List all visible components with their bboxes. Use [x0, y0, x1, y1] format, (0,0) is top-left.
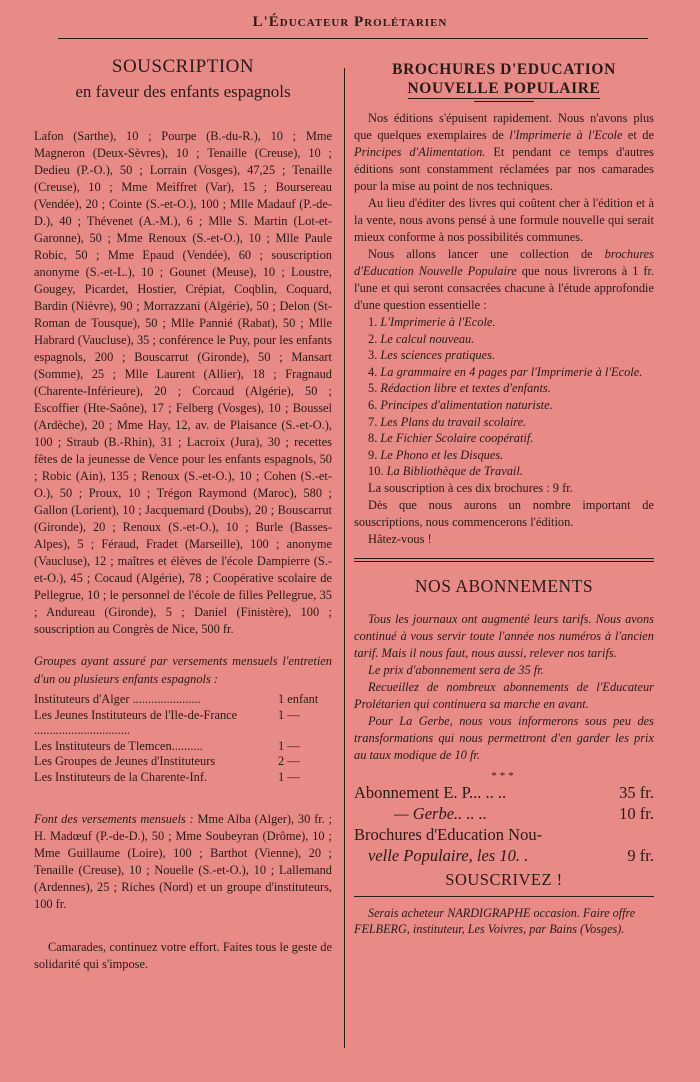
group-amount: 1 enfant [278, 692, 319, 706]
donor-list: Lafon (Sarthe), 10 ; Pourpe (B.-du-R.), 10 ; Mme Magneron (Deux-Sèvres), 10 ; Tenaille (Creuse), 10 ; Dedieu (P.-O.), 50 ; Lorrain (Vosges), 47,25 ; Tenaille (Creuse), 10 ; Mme Meiffret (Var), 15 ; Boursereau (Vendée), 20 ; Cointe (S.-et-O.), 100 ; Mlle Madauf (P.-de-D.), 40 ; Thévenet (A.-M.), 6 ; Mlle S. Martin (Lot-et-Garonne), 50 ; Mme Renoux (S.-et-O.), 10 ; Mlle Paule Robic, 50 ; Mme Epaud (Vendée), 60 ; souscription anonyme (S.-et-L.), 10 ; Gounet (Meuse), 10 ; Loustre, Gougey, Picardet, Hostier, Crépiat, Coqblin, Coquard, Bardin (Nièvre), 90 ; Morrazzani (Algérie), 50 ; Delon (St-Roman de Tousque), 50 ; Mlle Pannié (Rabat), 50 ; Mlle Habrard (Vaucluse), 35 ; conférence le Puy, pour les enfants espagnols, 200 ; Bouscarrut (Gironde), 50 ; Mansart (Somme), 25 ; Mlle Laurent (Allier), 18 ; Fragnaud (Charente-Inférieure), 20 ; Corcaud (Algérie), 50 ; Escoffier (Hte-Saône), 17 ; Felberg (Vosges), 10 ; Boussel (Ardèche), 20 ; Mme Hay, 12, av. de Plaisance (S.-et-O.), 100 ; Straub (B.-Rhin), 31 ; Lacroix (Jura), 30 ; recettes fêtes de la jeunesse de Vence pour les enfants espagnols, 50 ; Robic (Ain), 135 ; Renoux (S.-et-O.), 10 ; Cohen (S.-et-O.), 50 ; Proux, 10 ; Trégon Raymond (Maroc), 580 ; Gallon (Lorient), 10 ; Jacquemard (Doubs), 20 ; Bouscarrut (Gironde), 20 ; Renoux (S.-et-O.), 10 ; Burle (Basses-Alpes), 5 ; Féraud, Fradet (Marseille), 100 ; anonyme (Vaucluse), 12 ; maîtres et élèves de l'école Dampierre (S.-et-O.), 45 ; Cocaud (Algérie), 78 ; Coopérative scolaire de Pellegrue, 10 ; le personnel de l'école de filles Pellegrue, 35 ; Andureau (Gironde), 5 ; Daniel (Finistère), 100 ; souscription au Congrès de Nice, 500 fr. [34, 129, 332, 636]
text-run: que nous livrerons à 1 fr. l'une et qui seront consacrées chacune à l'étude approfondie d'une question essentielle : [354, 264, 655, 312]
table-row [34, 692, 332, 708]
monthly-donors [34, 811, 332, 913]
groups-table [34, 692, 332, 785]
text-run: Principes d'Alimentation. [354, 145, 486, 159]
group-amount: 2 — [278, 754, 300, 768]
monthly-donors-label: Font des versements mensuels : [34, 812, 194, 826]
list-text: La grammaire en 4 pages par l'Imprimerie à l'Ecole. [380, 364, 643, 379]
list-item [354, 447, 654, 464]
list-item [354, 414, 654, 431]
classified-ad: Serais acheteur NARDIGRAPHE occasion. Faire offre FELBERG, instituteur, Les Voivres, par Bains (Vosges). [354, 905, 636, 937]
left-column [34, 56, 332, 973]
brochures-para-1 [354, 110, 654, 195]
list-text: Le Fichier Scolaire coopératif. [380, 431, 534, 446]
list-text: Le calcul nouveau. [380, 331, 475, 346]
list-text: Rédaction libre et textes d'enfants. [380, 381, 551, 396]
price-value: 9 fr. [627, 845, 654, 865]
price-label: — Gerbe.. .. .. [394, 803, 488, 823]
abonnements-para-4: Pour La Gerbe, nous vous informerons sous peu des transformations qui nous permettront d'en garder les prix au taux modique de 10 fr. [354, 713, 654, 762]
abonnements-title: NOS ABONNEMENTS [414, 575, 594, 596]
list-item [354, 397, 654, 414]
brochures-title-line1: BROCHURES D'EDUCATION [392, 61, 616, 78]
price-value: 10 fr. [619, 803, 654, 823]
list-item [354, 364, 654, 381]
group-amount: 1 — [278, 707, 300, 722]
table-row [34, 739, 332, 755]
table-row [34, 754, 332, 770]
list-number: 3. [368, 348, 378, 363]
price-value: 35 fr. [619, 782, 654, 802]
group-name: Instituteurs d'Alger ...................... [34, 692, 201, 706]
list-text: Le Phono et les Disques. [380, 447, 504, 462]
list-number: 6. [368, 397, 378, 412]
header-rule [58, 38, 648, 39]
price-row-abonnement [354, 782, 654, 803]
group-name: Les Groupes de Jeunes d'Instituteurs [34, 754, 216, 768]
title-rule [474, 101, 534, 102]
list-text: Les sciences pratiques. [380, 348, 496, 363]
price-row-gerbe [354, 803, 654, 824]
list-text: Principes d'alimentation naturiste. [380, 397, 553, 412]
text-run: Nos éditions s'épuisent rapidement. Nous n'avons plus que quelques exemplaires de [354, 111, 654, 142]
list-item [354, 347, 654, 364]
list-number: 1. [368, 315, 378, 329]
text-run: Nous allons lancer une collection de [368, 247, 605, 261]
text-run: l'Imprimerie à l'Ecole [509, 128, 623, 142]
abonnements-para-3: Recueillez de nombreux abonnements de l'Educateur Prolétarien qui continuera sa marche en avant. [354, 679, 654, 711]
list-item [354, 331, 654, 348]
brochures-para-3 [354, 246, 654, 314]
list-item [354, 430, 654, 447]
ad-rule [354, 896, 654, 897]
closing-appeal: Camarades, continuez votre effort. Faites tous le geste de solidarité qui s'impose. [34, 940, 332, 971]
groups-heading: Groupes ayant assuré par versements mensuels l'entretien d'un ou plusieurs enfants espagnols : [34, 654, 332, 686]
price-label: Brochures d'Education Nou- [354, 824, 543, 844]
list-number: 2. [368, 331, 378, 346]
price-row-brochures-b [354, 845, 654, 866]
abonnements-para-1: Tous les journaux ont augmenté leurs tarifs. Nous avons continué à vous servir toute l'année nos numéros à l'ancien tarif. Mais il nous faut, nous aussi, relever nos tarifs. [354, 611, 654, 660]
stars-separator: *** [491, 769, 517, 782]
list-number: 10. [368, 464, 384, 479]
table-row [34, 770, 332, 786]
list-text: Les Plans du travail scolaire. [380, 414, 527, 429]
group-amount: 1 — [278, 738, 300, 753]
list-text: La Bibliothèque de Travail. [386, 464, 523, 479]
souscription-subtitle: en faveur des enfants espagnols [75, 82, 291, 101]
brochures-title-line2: NOUVELLE POPULAIRE [407, 80, 601, 97]
souscrivez-heading: SOUSCRIVEZ ! [445, 869, 563, 889]
brochures-para-6: Hâtez-vous ! [368, 531, 432, 546]
price-label: velle Populaire, les 10. . [368, 845, 529, 865]
text-run: et de [622, 128, 654, 142]
brochures-title [354, 60, 654, 99]
list-number: 5. [368, 381, 378, 396]
text-run: brochures d'Education Nouvelle Populaire [354, 247, 654, 278]
brochure-list [354, 314, 654, 480]
list-item [354, 463, 654, 480]
right-column [354, 60, 654, 938]
column-divider [344, 68, 345, 1048]
list-item [354, 314, 654, 331]
running-head: L'Éducateur Prolétarien [252, 14, 448, 30]
price-row-brochures-a [354, 824, 654, 845]
list-number: 8. [368, 431, 378, 446]
list-number: 4. [368, 364, 378, 379]
souscription-title: SOUSCRIPTION [111, 56, 255, 77]
monthly-donors-text: Mme Alba (Alger), 30 fr. ; H. Madœuf (P.-de-D.), 50 ; Mme Soubeyran (Drôme), 10 ; Mme Guillaume (Loire), 100 ; Barthot (Vienne), 20 ; Tenaille (Creuse), 10 ; Nouelle (S.-et-O.), 10 ; Lallemand (Ardennes), 25 ; Riches (Nord) et un groupe d'instituteurs, 100 fr. [34, 812, 332, 911]
brochures-para-2: Au lieu d'éditer des livres qui coûtent cher à l'édition et à la vente, nous avons pensé à une formule nouvelle qui serait mieux conforme à nos possibilités communes. [354, 196, 654, 244]
abonnements-para-2: Le prix d'abonnement sera de 35 fr. [368, 662, 544, 677]
abonnements-body [354, 611, 654, 764]
brochures-body [354, 110, 654, 548]
list-number: 7. [368, 414, 378, 429]
group-amount: 1 — [278, 769, 300, 784]
brochures-para-4: La souscription à ces dix brochures : 9 fr. [368, 480, 573, 495]
brochures-para-5: Dès que nous aurons un nombre important de souscriptions, nous commencerons l'édition. [354, 497, 654, 529]
group-name: Les Instituteurs de Tlemcen.......... [34, 738, 203, 753]
text-run: Et pendant ce temps d'autres éditions sont constamment réclamées par nos camarades pour la mise au point de nos techniques. [354, 145, 654, 193]
table-row [34, 708, 332, 739]
list-item [354, 380, 654, 397]
group-name: Les Instituteurs de la Charente-Inf. [34, 769, 208, 784]
list-text: L'Imprimerie à l'Ecole. [380, 315, 496, 329]
section-double-rule [354, 558, 654, 562]
group-name: Les Jeunes Instituteurs de l'Ile-de-France ............................... [34, 707, 238, 737]
list-number: 9. [368, 447, 378, 462]
price-label: Abonnement E. P... .. .. [354, 782, 507, 802]
